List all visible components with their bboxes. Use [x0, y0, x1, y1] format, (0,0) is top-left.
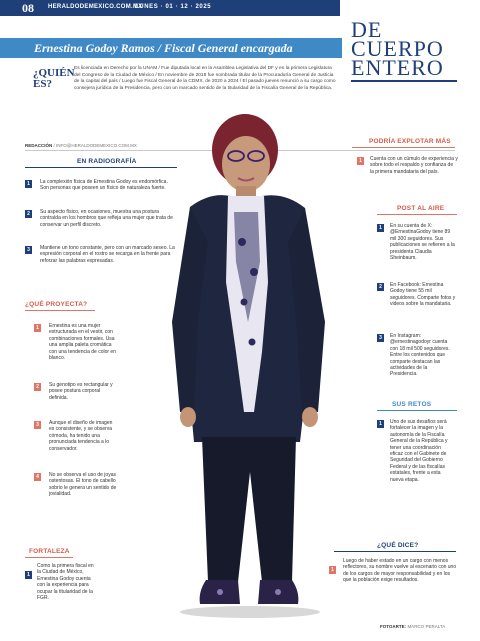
byline-label: REDACCIÓN — [25, 143, 53, 148]
item-number: 2 — [34, 383, 41, 391]
section-rule — [377, 214, 457, 215]
intro-text: Es licenciada en Derecho por la UNAM / Fue diputada local en la Asamblea Legislativa del DF y en la primera Legislatura del Congreso de la Ciudad de México / En noviembre de 2018 fue nombrada titular de la Procuraduría General de Justicia de la capital del país / Luego fue Fiscal General de la CDMX, de 2020 a 2024 / El pasado jueves renunció a su cargo como consejera jurídica de la Presidencia, pero con un marcado sentido de la titularidad de la Fiscalía General de la República. — [74, 66, 336, 91]
item-number: 1 — [34, 324, 41, 332]
portrait-figure — [150, 112, 350, 627]
item-number: 3 — [377, 334, 384, 342]
section-brand-line2: CUERPO — [351, 36, 444, 61]
list-item-text: En Facebook: Ernestina Godoy tiene 55 mil seguidores. Comparte fotos y videos sobre la mandataria. — [390, 282, 456, 308]
page-title: Ernestina Godoy Ramos / Fiscal General encargada — [34, 41, 293, 55]
section-heading-que-proyecta: ¿QUÉ PROYECTA? — [25, 301, 88, 308]
list-item-text: Como la primera fiscal en la Ciudad de México, Ernestina Godoy cuenta con la experiencia para ocupar la titularidad de la FGR. — [37, 563, 94, 602]
title-bar — [0, 38, 342, 58]
byline-email: / INFO@HERALDODEMEXICO.COM.MX — [53, 143, 137, 148]
section-brand-line3: ENTERO — [351, 55, 444, 80]
item-number: 2 — [377, 283, 384, 291]
list-item-text: Su aspecto físico, en ocasiones, muestra una postura contraída en los hombros que refleja una mujer que trata de conservar un perfil discreto. — [40, 209, 173, 228]
list-item-text: Su genotipo es rectangular y posee postura corporal definida. — [49, 382, 113, 401]
site-name: HERALDODEMEXICO.COM.MX — [48, 4, 143, 10]
section-heading-fortaleza: FORTALEZA — [29, 548, 70, 555]
item-number: 3 — [25, 246, 32, 254]
section-rule — [25, 167, 177, 168]
page-number: 08 — [22, 1, 34, 15]
issue-date: LUNES · 01 · 12 · 2025 — [135, 4, 212, 10]
intro-label: ¿QUIÉN ES? — [33, 67, 75, 90]
list-item-text: Uno de sus desafíos será fortalecer la imagen y la autonomía de la Fiscalía General de la República y tener una coordinación eficaz con el Gabinete de Seguridad del Gobierno Federal y de las fiscalías estatales, frente a esta nueva etapa. — [390, 419, 448, 483]
list-item-text: En su cuenta de X: @ErnestinaGodoy tiene 89 mil 300 seguidores. Sus publicaciones se refieren a la presidenta Claudia Sheinbaum. — [390, 223, 455, 262]
list-item-text: Cuenta con un cúmulo de experiencia y sobre todo el respaldo y confianza de la primera mandataria del país. — [370, 156, 458, 175]
section-rule — [352, 147, 455, 148]
list-item-text: Aunque el diseño de imagen es consistente, y se observa cómoda, ha tenido una pronunciada tendencia a lo conservador. — [49, 420, 113, 452]
photo-credit-name: MARCO PERALTA — [407, 624, 446, 629]
section-rule — [25, 557, 73, 558]
list-item-text: La complexión física de Ernestina Godoy es endomórfica. Son personas que poseen un físico de naturaleza fuerte. — [40, 179, 168, 192]
list-item-text: Ernestina es una mujer estructurada en el vestir, con combinaciones formales. Usa una amplia paleta cromática con una tendencia de color en blanco. — [49, 323, 116, 362]
section-heading-sus-retos: SUS RETOS — [392, 401, 432, 408]
section-rule — [377, 410, 457, 411]
item-number: 1 — [25, 571, 32, 579]
list-item-text: No se observa el uso de joyas ostentosas. El tono de cabello sobrio le genera un sentido de jovialidad. — [49, 472, 117, 498]
item-number: 3 — [34, 421, 41, 429]
section-heading-al-aire: POST AL AIRE — [397, 205, 445, 212]
item-number: 2 — [25, 210, 32, 218]
list-item-text: En Instagram: @ernestinagodoyr cuenta con 18 mil 500 seguidores. Entre los contenidos que comparte destacan las actividades de la Presidencia. — [390, 333, 450, 378]
item-number: 1 — [357, 157, 364, 165]
byline — [25, 143, 137, 148]
list-item-text: Luego de haber estado en un cargo con menos reflectores, su nombre vuelve al escenario con uno de los cargos de mayor responsabilidad y en los que la población exige resultados. — [343, 558, 457, 584]
item-number: 1 — [377, 420, 384, 428]
list-item-text: Mantiene un tono constante, pero con un marcado seseo. La expresión corporal en el rostro se recarga en la frente para reforzar las palabras expresadas. — [40, 245, 175, 264]
section-heading-en-radiografia: EN RADIOGRAFÍA — [77, 158, 137, 165]
section-rule — [334, 551, 456, 552]
item-number: 1 — [329, 566, 336, 574]
section-rule — [25, 310, 95, 311]
brand-rule — [351, 80, 457, 82]
item-number: 4 — [34, 473, 41, 481]
photo-credit-label: FOTOARTE: — [380, 624, 407, 629]
item-number: 1 — [377, 224, 384, 232]
item-number: 1 — [25, 180, 32, 188]
section-heading-podria-explotar: PODRÍA EXPLOTAR MÁS — [369, 138, 451, 145]
photo-credit — [380, 624, 445, 629]
section-heading-que-dice: ¿QUÉ DICE? — [377, 542, 419, 549]
section-brand-line1: DE — [351, 17, 383, 42]
